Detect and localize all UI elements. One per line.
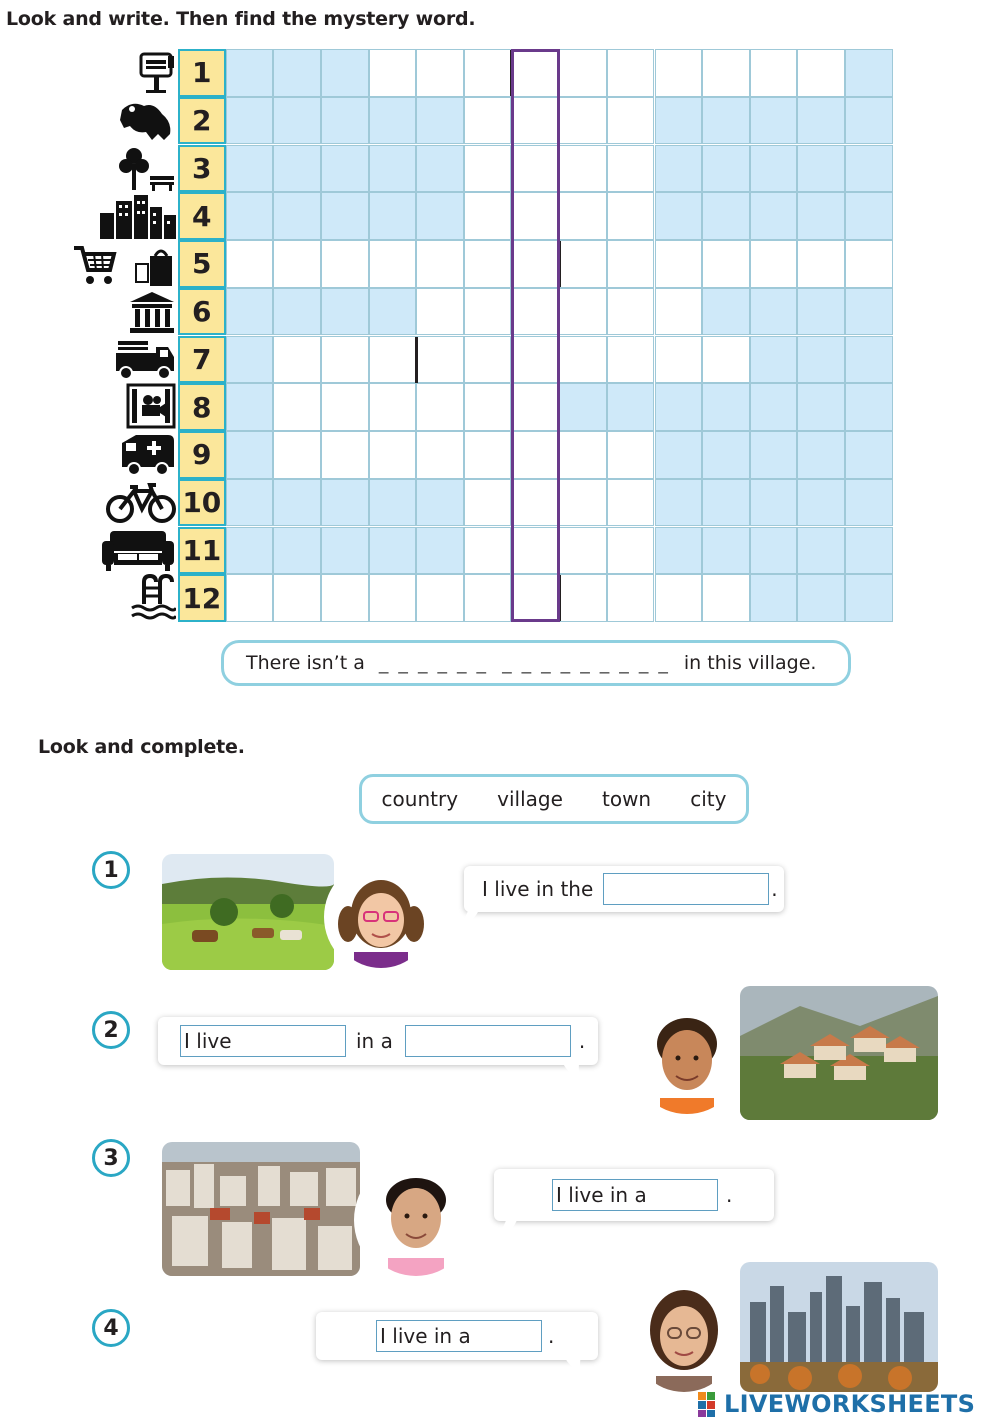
crossword-cell	[226, 49, 274, 97]
clue-number-12: 12	[178, 574, 226, 622]
crossword-cell[interactable]	[607, 527, 655, 575]
crossword-cell[interactable]	[607, 240, 655, 288]
crossword-cell	[655, 192, 703, 240]
crossword-cell	[321, 527, 369, 575]
crossword-cell	[797, 383, 845, 431]
crossword-cell[interactable]	[512, 145, 560, 193]
answer-input-4[interactable]: I live in a	[376, 1320, 542, 1352]
crossword-cell[interactable]	[226, 574, 274, 622]
crossword-cell[interactable]	[273, 240, 321, 288]
crossword-cell	[845, 192, 893, 240]
crossword-cell[interactable]	[512, 336, 560, 384]
speech-bubble-2	[158, 1017, 598, 1065]
crossword-cell	[416, 97, 464, 145]
crossword-cell[interactable]	[416, 49, 464, 97]
crossword-cell	[273, 288, 321, 336]
crossword-cell	[655, 479, 703, 527]
crossword-cell	[702, 383, 750, 431]
countryside-photo	[162, 854, 334, 970]
crossword-cell[interactable]	[321, 383, 369, 431]
crossword-cell[interactable]	[273, 336, 321, 384]
crossword-cell[interactable]	[512, 574, 560, 622]
word-divider	[558, 241, 561, 287]
crossword-cell	[416, 192, 464, 240]
crossword-cell	[655, 97, 703, 145]
crossword-cell[interactable]	[273, 383, 321, 431]
crossword-cell[interactable]	[607, 574, 655, 622]
crossword-cell	[797, 479, 845, 527]
sentence-1-start: I live in the	[482, 877, 594, 901]
crossword-grid	[178, 49, 893, 622]
crossword-cell[interactable]	[607, 431, 655, 479]
crossword-cell	[750, 97, 798, 145]
crossword-cell[interactable]	[369, 49, 417, 97]
answer-input-2b[interactable]	[405, 1025, 571, 1057]
crossword-cell[interactable]	[607, 336, 655, 384]
clue-number-3: 3	[178, 145, 226, 193]
crossword-cell[interactable]	[416, 431, 464, 479]
clue-number-7: 7	[178, 336, 226, 384]
sentence-3-end: .	[726, 1183, 733, 1207]
crossword-cell[interactable]	[512, 431, 560, 479]
crossword-cell[interactable]	[369, 336, 417, 384]
crossword-cell	[369, 479, 417, 527]
bicycle-icon	[104, 479, 176, 525]
crossword-cell[interactable]	[369, 383, 417, 431]
crossword-cell	[797, 336, 845, 384]
cinema-icon	[124, 383, 176, 429]
mystery-sentence-start: There isn’t a	[246, 652, 365, 674]
crossword-cell	[797, 192, 845, 240]
crossword-cell[interactable]	[559, 49, 607, 97]
clue-number-4: 4	[178, 192, 226, 240]
crossword-cell[interactable]	[559, 192, 607, 240]
crossword-cell[interactable]	[702, 49, 750, 97]
frog-icon	[116, 100, 176, 144]
crossword-cell[interactable]	[559, 336, 607, 384]
crossword-cell	[369, 527, 417, 575]
city-photo	[740, 1262, 938, 1392]
crossword-cell[interactable]	[655, 49, 703, 97]
crossword-cell	[845, 527, 893, 575]
crossword-cell[interactable]	[607, 288, 655, 336]
crossword-cell	[273, 145, 321, 193]
crossword-cell[interactable]	[559, 479, 607, 527]
town-photo	[162, 1142, 360, 1276]
crossword-cell[interactable]	[464, 383, 512, 431]
crossword-cell	[273, 479, 321, 527]
crossword-cell	[273, 527, 321, 575]
crossword-cell	[750, 574, 798, 622]
crossword-cell[interactable]	[464, 192, 512, 240]
crossword-cell[interactable]	[416, 336, 464, 384]
clue-number-5: 5	[178, 240, 226, 288]
crossword-cell	[226, 288, 274, 336]
question-number-2: 2	[92, 1011, 130, 1049]
crossword-cell[interactable]	[512, 479, 560, 527]
crossword-cell	[226, 479, 274, 527]
crossword-cell[interactable]	[416, 383, 464, 431]
crossword-cell	[607, 383, 655, 431]
crossword-cell[interactable]	[559, 240, 607, 288]
crossword-cell	[845, 288, 893, 336]
crossword-cell[interactable]	[273, 431, 321, 479]
crossword-cell[interactable]	[321, 240, 369, 288]
crossword-cell	[321, 288, 369, 336]
crossword-cell[interactable]	[655, 240, 703, 288]
crossword-cell[interactable]	[369, 574, 417, 622]
sentence-1-end: .	[771, 877, 778, 901]
crossword-cell[interactable]	[559, 97, 607, 145]
crossword-cell	[797, 527, 845, 575]
crossword-cell	[655, 383, 703, 431]
crossword-cell[interactable]	[512, 240, 560, 288]
swimming-pool-icon	[128, 574, 176, 620]
word-divider	[510, 50, 513, 96]
question-number-3: 3	[92, 1139, 130, 1177]
crossword-cell	[321, 97, 369, 145]
crossword-cell[interactable]	[464, 145, 512, 193]
ambulance-icon	[120, 431, 176, 477]
village-photo	[740, 986, 938, 1120]
mystery-blanks-1[interactable]: _ _ _ _ _ _	[378, 652, 489, 674]
crossword-cell	[226, 383, 274, 431]
crossword-cell	[750, 288, 798, 336]
crossword-cell	[655, 527, 703, 575]
park-icon	[118, 146, 176, 192]
crossword-cell[interactable]	[464, 574, 512, 622]
crossword-cell[interactable]	[416, 574, 464, 622]
crossword-cell[interactable]	[655, 574, 703, 622]
crossword-cell[interactable]	[464, 527, 512, 575]
crossword-cell	[845, 383, 893, 431]
crossword-cell	[845, 97, 893, 145]
crossword-cell	[797, 574, 845, 622]
crossword-cell[interactable]	[464, 49, 512, 97]
crossword-cell[interactable]	[369, 431, 417, 479]
clue-number-1: 1	[178, 49, 226, 97]
mystery-sentence-end: in this village.	[683, 652, 817, 674]
crossword-cell	[273, 192, 321, 240]
crossword-cell[interactable]	[226, 240, 274, 288]
crossword-cell[interactable]	[512, 49, 560, 97]
clue-number-8: 8	[178, 383, 226, 431]
crossword-cell[interactable]	[607, 145, 655, 193]
crossword-cell	[702, 527, 750, 575]
crossword-cell[interactable]	[607, 192, 655, 240]
crossword-cell	[369, 97, 417, 145]
crossword-cell[interactable]	[464, 479, 512, 527]
crossword-cell	[226, 431, 274, 479]
crossword-cell[interactable]	[607, 97, 655, 145]
crossword-cell[interactable]	[559, 431, 607, 479]
sofa-icon	[98, 527, 176, 573]
clue-number-9: 9	[178, 431, 226, 479]
word-country: country	[381, 787, 459, 811]
word-box	[359, 774, 749, 824]
word-divider	[415, 337, 418, 383]
crossword-cell[interactable]	[416, 288, 464, 336]
word-divider	[558, 575, 561, 621]
word-city: city	[690, 787, 727, 811]
crossword-cell[interactable]	[797, 240, 845, 288]
answer-input-2a[interactable]: I live	[180, 1025, 346, 1057]
crossword-cell	[559, 383, 607, 431]
answer-input-1[interactable]	[603, 873, 769, 905]
crossword-cell	[273, 97, 321, 145]
crossword-cell	[416, 527, 464, 575]
crossword-cell	[321, 192, 369, 240]
girl-portrait-4	[630, 1280, 738, 1392]
mystery-sentence-box	[221, 640, 851, 686]
question-number-4: 4	[92, 1309, 130, 1347]
crossword-cell	[750, 336, 798, 384]
crossword-cell	[321, 479, 369, 527]
crossword-cell	[273, 49, 321, 97]
crossword-cell[interactable]	[512, 192, 560, 240]
crossword-cell	[845, 431, 893, 479]
crossword-cell	[750, 479, 798, 527]
crossword-cell	[369, 192, 417, 240]
crossword-cell[interactable]	[512, 383, 560, 431]
crossword-cell	[226, 336, 274, 384]
crossword-cell[interactable]	[702, 574, 750, 622]
crossword-cell	[369, 145, 417, 193]
word-village: village	[497, 787, 563, 811]
speech-bubble-3	[494, 1169, 774, 1221]
mystery-blanks-2[interactable]: _ _ _ _ _ _ _ _ _	[502, 652, 670, 674]
crossword-cell	[750, 527, 798, 575]
crossword-cell[interactable]	[702, 240, 750, 288]
crossword-cell[interactable]	[464, 431, 512, 479]
crossword-cell[interactable]	[702, 336, 750, 384]
crossword-cell	[845, 574, 893, 622]
crossword-cell	[797, 97, 845, 145]
crossword-cell[interactable]	[464, 336, 512, 384]
crossword-cell	[369, 288, 417, 336]
word-town: town	[601, 787, 652, 811]
crossword-cell	[655, 431, 703, 479]
museum-icon	[126, 290, 176, 334]
crossword-cell[interactable]	[750, 49, 798, 97]
crossword-cell	[845, 49, 893, 97]
crossword-cell	[750, 431, 798, 479]
crossword-cell[interactable]	[512, 527, 560, 575]
boy-portrait-3	[360, 1164, 472, 1276]
sentence-2-end: .	[578, 1029, 586, 1053]
crossword-cell	[750, 192, 798, 240]
crossword-cell[interactable]	[321, 336, 369, 384]
crossword-cell	[702, 192, 750, 240]
crossword-cell	[797, 431, 845, 479]
crossword-cell[interactable]	[559, 145, 607, 193]
crossword-cell[interactable]	[559, 288, 607, 336]
crossword-cell[interactable]	[750, 240, 798, 288]
crossword-cell[interactable]	[321, 574, 369, 622]
crossword-cell	[750, 383, 798, 431]
crossword-cell	[416, 479, 464, 527]
sentence-2-middle: in a	[356, 1029, 393, 1053]
crossword-cell	[845, 336, 893, 384]
mailbox-icon	[136, 52, 176, 94]
crossword-cell[interactable]	[607, 479, 655, 527]
crossword-cell[interactable]	[655, 288, 703, 336]
crossword-cell	[226, 97, 274, 145]
liveworksheets-wordmark: LIVEWORKSHEETS	[724, 1390, 976, 1418]
shopping-icon	[72, 242, 176, 288]
fire-engine-icon	[114, 337, 176, 381]
crossword-cell	[655, 145, 703, 193]
crossword-cell	[226, 145, 274, 193]
crossword-heading: Look and write. Then find the mystery word.	[6, 8, 476, 30]
crossword-cell	[845, 479, 893, 527]
crossword-cell[interactable]	[416, 240, 464, 288]
crossword-cell	[226, 192, 274, 240]
crossword-cell[interactable]	[321, 431, 369, 479]
clue-number-10: 10	[178, 479, 226, 527]
crossword-cell[interactable]	[655, 336, 703, 384]
clue-number-6: 6	[178, 288, 226, 336]
question-number-1: 1	[92, 851, 130, 889]
girl-portrait-1	[330, 866, 432, 968]
crossword-cell[interactable]	[607, 49, 655, 97]
speech-bubble-4	[316, 1312, 598, 1360]
complete-heading: Look and complete.	[38, 736, 245, 758]
crossword-cell	[321, 49, 369, 97]
crossword-cell[interactable]	[464, 288, 512, 336]
city-buildings-icon	[96, 193, 176, 239]
crossword-cell	[702, 288, 750, 336]
sentence-4-end: .	[548, 1324, 555, 1348]
crossword-cell	[702, 97, 750, 145]
crossword-cell	[702, 145, 750, 193]
boy-portrait-2	[632, 1004, 742, 1114]
answer-input-3[interactable]: I live in a	[552, 1179, 718, 1211]
crossword-cell	[797, 145, 845, 193]
crossword-cell[interactable]	[559, 574, 607, 622]
crossword-cell[interactable]	[464, 97, 512, 145]
crossword-cell	[416, 145, 464, 193]
crossword-cell	[750, 145, 798, 193]
crossword-cell[interactable]	[797, 49, 845, 97]
crossword-cell	[797, 288, 845, 336]
crossword-cell[interactable]	[845, 240, 893, 288]
liveworksheets-logo	[698, 1390, 975, 1418]
crossword-cell[interactable]	[464, 240, 512, 288]
clue-number-11: 11	[178, 527, 226, 575]
crossword-cell	[702, 431, 750, 479]
crossword-cell[interactable]	[512, 288, 560, 336]
crossword-cell	[321, 145, 369, 193]
speech-bubble-1	[464, 866, 784, 912]
liveworksheets-mark-icon	[698, 1390, 724, 1418]
crossword-cell	[845, 145, 893, 193]
clue-number-2: 2	[178, 97, 226, 145]
crossword-cell[interactable]	[512, 97, 560, 145]
crossword-cell[interactable]	[559, 527, 607, 575]
crossword-cell[interactable]	[273, 574, 321, 622]
crossword-cell	[702, 479, 750, 527]
crossword-cell	[226, 527, 274, 575]
crossword-cell[interactable]	[369, 240, 417, 288]
